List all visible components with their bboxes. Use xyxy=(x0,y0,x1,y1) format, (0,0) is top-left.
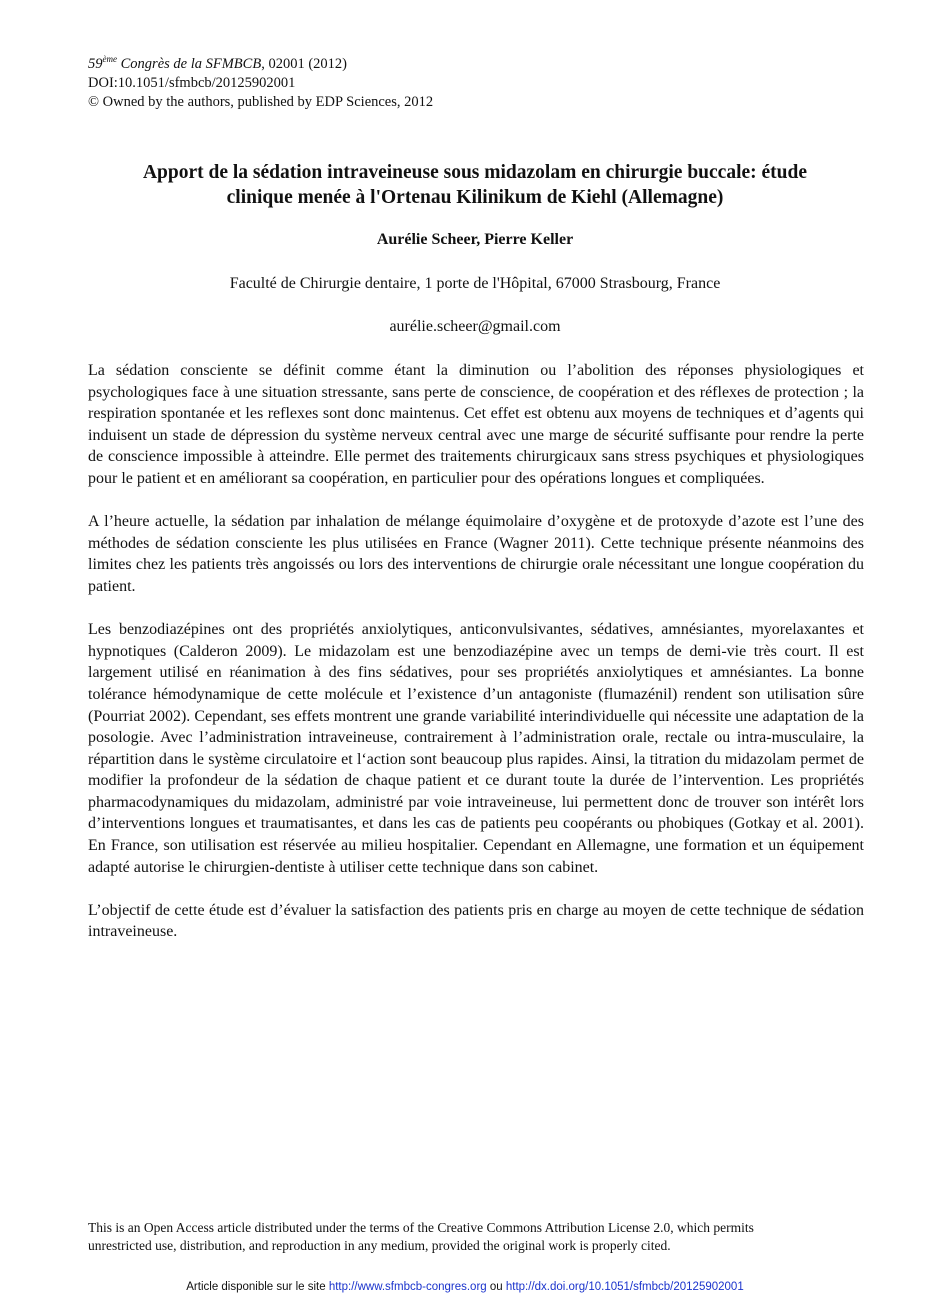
copyright-line: © Owned by the authors, published by EDP Sciences, 2012 xyxy=(88,94,434,110)
license-notice xyxy=(88,1219,878,1255)
ordinal-suffix: ème xyxy=(102,54,117,64)
conference-name: Congrès de la SFMBCB xyxy=(117,56,262,72)
article-number: , 02001 (2012) xyxy=(261,56,347,72)
conference-citation xyxy=(88,50,433,74)
footer-middle: ou xyxy=(486,1281,506,1293)
paragraph-1: La sédation consciente se définit comme étant la diminution ou l’abolition des réponses physiologiques et psychologiques face à une situation stressante, sans perte de conscience, de coopération et des réflexes de protection ; la respiration spontanée et les reflexes sont donc maintenus. Cet effet est obtenu aux moyens de techniques et d’agents qui induisent un stade de dépression du système nerveux central avec une marge de sécurité suffisante pour rendre la perte de conscience impossible à atteindre. Elle permet des traitements chirurgicaux sans stress psychiques et physiologiques pour le patient et en améliorant sa coopération, en particulier pour des opérations longues et compliquées. xyxy=(88,362,864,487)
paragraph-2: A l’heure actuelle, la sédation par inhalation de mélange équimolaire d’oxygène et de protoxyde d’azote est l’une des méthodes de sédation consciente les plus utilisées en France (Wagner 2011). Cette technique présente néanmoins des limites chez les patients très angoissés ou lors des interventions de chirurgie orale nécessitant une longue coopération du patient. xyxy=(88,513,864,595)
title-line-1: Apport de la sédation intraveineuse sous midazolam en chirurgie buccale: étude xyxy=(142,162,808,183)
paragraph-4: L’objectif de cette étude est d’évaluer la satisfaction des patients pris en charge au moyen de cette technique de sédation intraveineuse. xyxy=(88,901,864,941)
license-line-2: unrestricted use, distribution, and reproduction in any medium, provided the original work is properly cited. xyxy=(88,1238,671,1253)
congress-site-link[interactable]: http://www.sfmbcb-congres.org xyxy=(328,1281,487,1293)
paper-title xyxy=(60,160,890,210)
conference-number: 59 xyxy=(88,56,103,72)
license-line-1: This is an Open Access article distributed under the terms of the Creative Commons Attribution License 2.0, which permits xyxy=(88,1220,754,1235)
affiliation: Faculté de Chirurgie dentaire, 1 porte de l'Hôpital, 67000 Strasbourg, France xyxy=(229,275,721,292)
article-body xyxy=(88,360,864,965)
availability-footer xyxy=(0,1281,930,1293)
paragraph-3: Les benzodiazépines ont des propriétés anxiolytiques, anticonvulsivantes, sédatives, amnésiantes, myorelaxantes et hypnotiques (Calderon 2009). Le midazolam est une benzodiazépine avec un temps de demi-vie très court. Il est largement utilisé en réanimation à des fins sédatives, pour ses propriétés anxiolytiques et amnésiantes. La bonne tolérance hémodynamique de cette molécule et l’existence d’un antagoniste (flumazénil) rendent son utilisation sûre (Pourriat 2002). Cependant, ses effets montrent une grande variabilité interindividuelle qui nécessite une adaptation de la posologie. Avec l’administration intraveineuse, contrairement à l’administration orale, rectale ou intra-musculaire, la répartition dans le système circulatoire et l‘action sont beaucoup plus rapides. Ainsi, la titration du midazolam permet de modifier la profondeur de la sédation de chaque patient et ce durant toute la durée de l’intervention. Les propriétés pharmacodynamiques du midazolam, administré par voie intraveineuse, lui permettent donc de trouver son intérêt lors d’interventions longues et traumatisantes, et dans les cas de patients peu coopérants ou phobiques (Gotkay et al. 2001). En France, son utilisation est réservée au milieu hospitalier. Cependant en Allemagne, une formation et un équipement adapté autorise le chirurgien-dentiste à utiliser cette technique dans son cabinet. xyxy=(88,621,864,876)
doi-link[interactable]: http://dx.doi.org/10.1051/sfmbcb/20125902001 xyxy=(505,1281,744,1293)
citation-header xyxy=(88,50,433,112)
footer-prefix: Article disponible sur le site xyxy=(186,1281,329,1293)
doi-line: DOI:10.1051/sfmbcb/20125902001 xyxy=(88,75,296,91)
author-email: aurélie.scheer@gmail.com xyxy=(389,318,561,335)
authors: Aurélie Scheer, Pierre Keller xyxy=(376,231,574,248)
title-line-2: clinique menée à l'Ortenau Kilinikum de Kiehl (Allemagne) xyxy=(226,187,724,208)
